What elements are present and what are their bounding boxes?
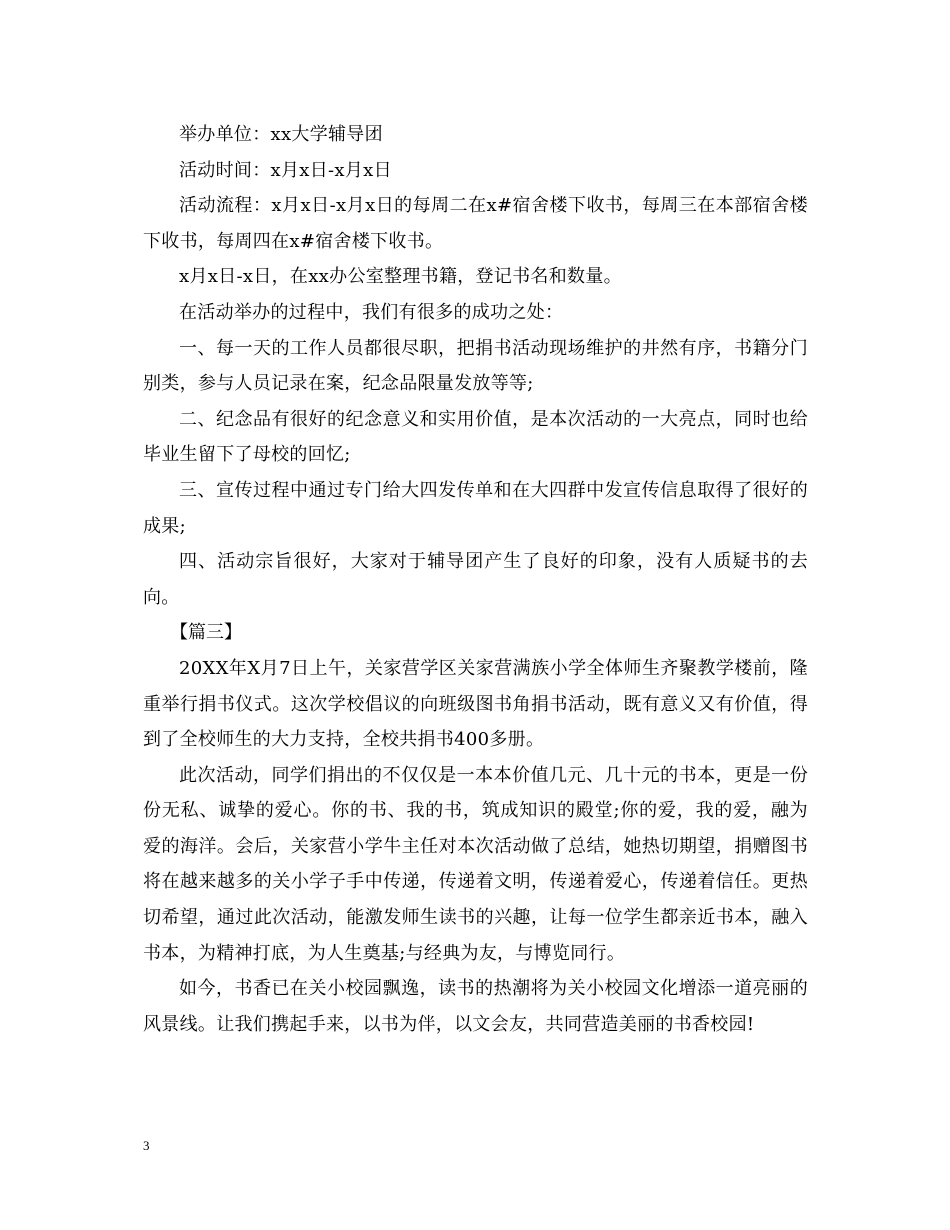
paragraph-donation-ceremony: 20XX年X月7日上午，关家营学区关家营满族小学全体师生齐聚教学楼前，隆重举行捐书仪式。这次学校倡议的向班级图书角捐书活动，既有意义又有价值，得到了全校师生的大力支持，全校共捐书400多册。 — [143, 657, 808, 751]
paragraph-activity-summary: 此次活动，同学们捐出的不仅仅是一本本价值几元、几十元的书本，更是一份份无私、诚挚的爱心。你的书、我的书，筑成知识的殿堂;你的爱，我的爱，融为爱的海洋。会后，关家营小学牛主任对本次活动做了总结，她热切期望，捐赠图书将在越来越多的关小学子手中传递，传递着文明，传递着爱心，传递着信任。更热切希望，通过此次活动，能激发师生读书的兴趣，让每一位学生都亲近书本，融入书本，为精神打底，为人生奠基;与经典为友，与博览同行。 — [143, 764, 808, 964]
paragraph-success-four: 四、活动宗旨很好，大家对于辅导团产生了良好的印象，没有人质疑书的去向。 — [143, 551, 808, 608]
section-heading: 【篇三】 — [170, 622, 242, 644]
page-number: 3 — [143, 1138, 150, 1153]
paragraph-success-three: 三、宣传过程中通过专门给大四发传单和在大四群中发宣传信息取得了很好的成果; — [143, 479, 808, 537]
document-body — [143, 117, 808, 1042]
paragraph-activity-time: 活动时间：x月x日-x月x日 — [179, 159, 392, 181]
paragraph-organizer: 举办单位：xx大学辅导团 — [179, 124, 383, 145]
paragraph-closing: 如今，书香已在关小校园飘逸，读书的热潮将为关小校园文化增添一道亮丽的风景线。让我们携起手来，以书为伴，以文会友，共同营造美丽的书香校园! — [143, 978, 808, 1035]
paragraph-activity-process: 活动流程：x月x日-x月x日的每周二在x#宿舍楼下收书，每周三在本部宿舍楼下收书，每周四在x#宿舍楼下收书。 — [143, 195, 808, 252]
paragraph-book-sorting: x月x日-x日，在xx办公室整理书籍，登记书名和数量。 — [179, 266, 622, 288]
paragraph-successes-intro: 在活动举办的过程中，我们有很多的成功之处： — [179, 301, 564, 323]
paragraph-success-one: 一、每一天的工作人员都很尽职，把捐书活动现场维护的井然有序，书籍分门别类，参与人员记录在案，纪念品限量发放等等; — [143, 337, 808, 395]
paragraph-success-two: 二、纪念品有很好的纪念意义和实用价值，是本次活动的一大亮点，同时也给毕业生留下了母校的回忆; — [143, 408, 808, 466]
